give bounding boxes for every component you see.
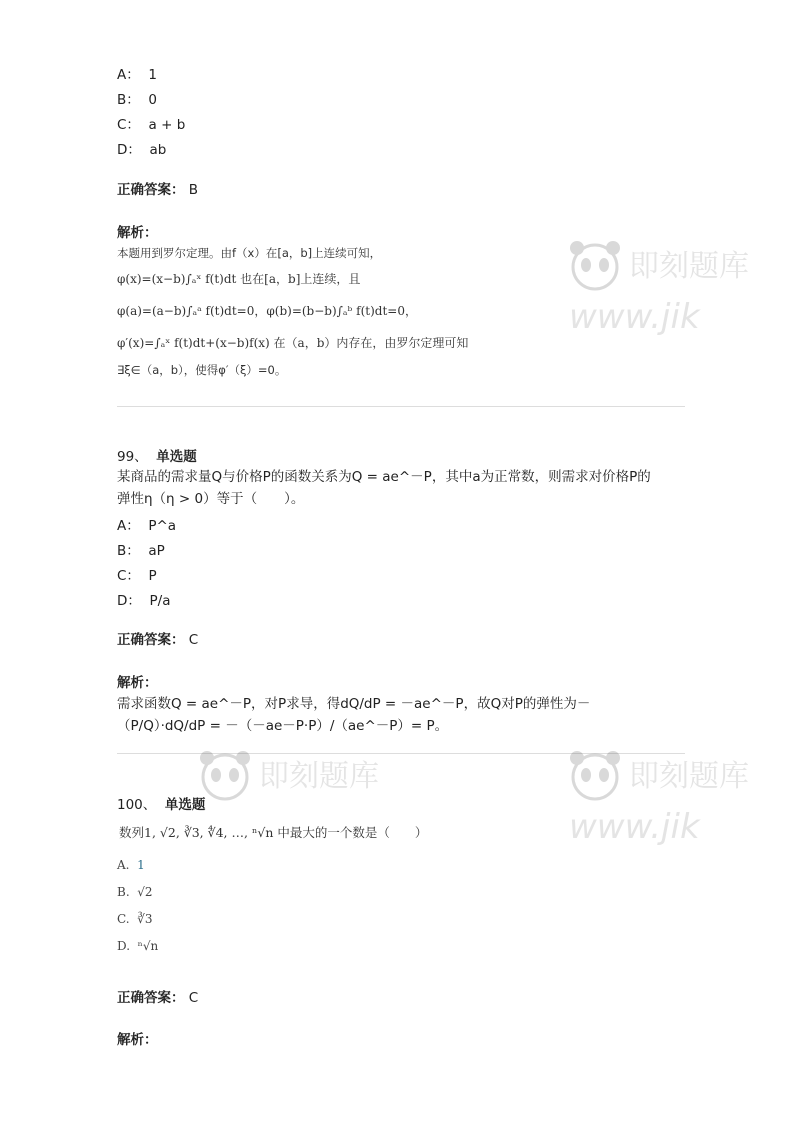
- panda-logo-icon: [565, 235, 625, 295]
- analysis-formula: φ(a)=(a−b)∫ₐᵃ f(t)dt=0，φ(b)=(b−b)∫ₐᵇ f(t)dt=0，: [117, 304, 417, 318]
- analysis-text: 需求函数Q = ae^－P，对P求导，得dQ/dP = －ae^－P，故Q对P的弹性为－ （P/Q）·dQ/dP = －（－ae－P·P）/（ae^－P）= P。: [117, 696, 591, 734]
- option-b[interactable]: B： 0: [117, 92, 157, 108]
- watermark: 即刻题库: [195, 745, 435, 845]
- analysis-formula: φ(x)=(x−b)∫ₐˣ f(t)dt 也在[a，b]上连续，且: [117, 272, 361, 286]
- analysis-label: 解析：: [117, 1032, 158, 1048]
- section-divider: [117, 753, 685, 754]
- option-c[interactable]: C： P: [117, 568, 157, 584]
- option-b[interactable]: B. √2: [117, 885, 153, 899]
- watermark: 即刻题库 www.jik: [565, 745, 685, 865]
- question-header: 100、 单选题: [117, 797, 206, 813]
- analysis-label: 解析：: [117, 225, 158, 241]
- option-a[interactable]: A： 1: [117, 67, 157, 83]
- question-stem: 数列1, √2, ∛3, ∜4, …, ⁿ√n 中最大的一个数是（ ）: [119, 825, 428, 840]
- correct-answer: 正确答案： C: [117, 632, 199, 648]
- panda-logo-icon: [565, 745, 625, 805]
- analysis-line: ∃ξ∈（a，b），使得φ′（ξ）=0。: [117, 363, 287, 377]
- option-a[interactable]: A. 1: [117, 858, 145, 872]
- option-d[interactable]: D. ⁿ√n: [117, 939, 159, 953]
- correct-answer: 正确答案： B: [117, 182, 199, 198]
- option-c[interactable]: C. ∛3: [117, 912, 153, 926]
- option-c[interactable]: C： a + b: [117, 117, 186, 133]
- watermark: 即刻题库 www.jik: [565, 235, 685, 355]
- option-b[interactable]: B： aP: [117, 543, 165, 559]
- analysis-line: 本题用到罗尔定理。由f（x）在[a，b]上连续可知，: [117, 246, 382, 260]
- analysis-label: 解析：: [117, 675, 158, 691]
- analysis-formula: φ′(x)=∫ₐˣ f(t)dt+(x−b)f(x) 在（a，b）内存在，由罗尔定理可知: [117, 336, 469, 350]
- option-d[interactable]: D： P/a: [117, 593, 171, 609]
- question-header: 99、 单选题: [117, 449, 197, 465]
- question-stem: 某商品的需求量Q与价格P的函数关系为Q = ae^－P，其中a为正常数，则需求对价格P的 弹性η（η > 0）等于（ ）。: [117, 469, 651, 507]
- option-a[interactable]: A： P^a: [117, 518, 177, 534]
- option-d[interactable]: D： ab: [117, 142, 167, 158]
- correct-answer: 正确答案： C: [117, 990, 199, 1006]
- section-divider: [117, 406, 685, 407]
